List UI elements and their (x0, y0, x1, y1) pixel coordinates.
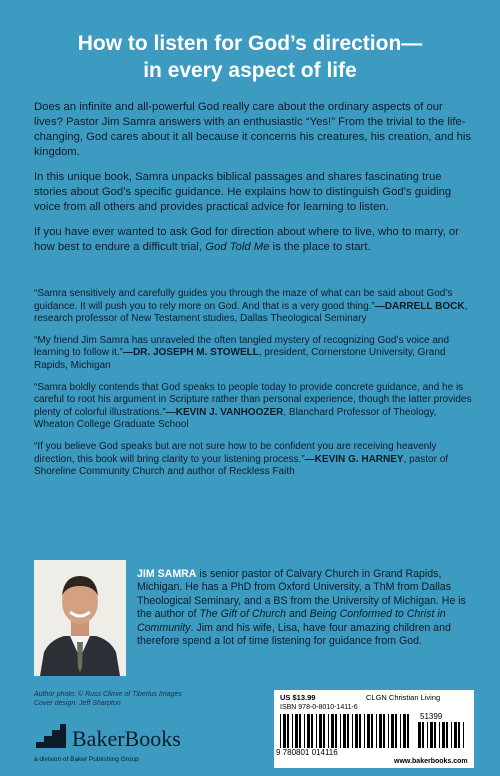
design-credit: Cover design: Jeff Sharpton (34, 700, 121, 707)
endorsement (34, 382, 472, 432)
headline (0, 30, 500, 84)
ean-digits: 9 780801 014116 (276, 748, 338, 757)
price-code: 51399 (420, 712, 443, 721)
barcode-bar (427, 722, 428, 748)
endorser-title: , research professor of New Testament studies, Dallas Theological Seminary (34, 300, 468, 325)
barcode-bar (403, 714, 406, 748)
barcode-bar (407, 714, 409, 748)
bakerbooks-stairs-icon (34, 718, 68, 750)
endorsement (34, 335, 472, 373)
barcode-bar (383, 714, 385, 748)
barcode-bar (395, 714, 397, 748)
barcode-bar (340, 714, 341, 748)
endorsement-quote: “Samra boldly contends that God speaks to people today to provide concrete guidance, and he is careful to root his argument in Scripture rather than personal experience, though the latter provides plenty of colorful illustrations.” (34, 381, 472, 418)
price: US $13.99 (280, 693, 316, 702)
barcode-bar (287, 714, 289, 748)
endorsement-quote: “Samra sensitively and carefully guides you through the maze of what can be said about God’s guidance. It will push you to rely more on God. And that is a very good thing.” (34, 288, 453, 312)
barcode-bar (422, 722, 424, 748)
barcode-panel (274, 690, 474, 768)
price-barcode-icon (418, 722, 466, 748)
ean-barcode-icon (280, 714, 410, 748)
endorsement-quote: “My friend Jim Samra has unraveled the often tangled mystery of recognizing God’s voice and learning to follow it.” (34, 334, 450, 359)
endorsements (34, 288, 472, 488)
description-text: is the place to start. (269, 241, 371, 253)
barcode-bar (328, 714, 329, 748)
endorser-name: —DR. JOSEPH M. STOWELL (122, 347, 259, 359)
barcode-bar (364, 714, 365, 748)
endorser-name: —KEVIN J. VANHOOZER (165, 406, 284, 418)
description-paragraph-2: In this unique book, Samra unpacks biblical passages and shares fascinating true stories about God’s specific guidance. He explains how to distinguish God’s guiding voice from all others and provides practical advice for learning to listen. (34, 171, 452, 213)
barcode-bar (311, 714, 313, 748)
headline-line-1: How to listen for God’s direction— (77, 32, 423, 55)
barcode-bar (454, 722, 457, 748)
barcode-bar (388, 714, 389, 748)
description-text: If you have ever wanted to ask God for direction about where to live, who to marry, or how best to endure a difficult trial, (34, 226, 459, 253)
barcode-bar (323, 714, 325, 748)
barcode-bar (280, 714, 281, 748)
barcode-bar (400, 714, 401, 748)
barcode-bar (463, 722, 464, 748)
barcode-bar (451, 722, 452, 748)
category: CLGN Christian Living (366, 693, 441, 702)
barcode-bar (376, 714, 377, 748)
barcode-bar (283, 714, 286, 748)
endorser-name: —DARRELL BOCK (374, 300, 465, 312)
barcode-bar (439, 722, 440, 748)
headline-line-2: in every aspect of life (143, 59, 357, 82)
description-paragraph-3 (34, 225, 474, 255)
book-title-reference: God Told Me (205, 241, 270, 253)
barcode-bar (304, 714, 305, 748)
barcode-bar (359, 714, 361, 748)
bio-text: is senior pastor of Calvary Church in Grand Rapids, Michigan. He has a PhD from Oxford University, a ThM from Dallas Theological Seminary, and a BS from the University of Michigan. He is the author of (137, 568, 466, 621)
barcode-bar (434, 722, 436, 748)
barcode-bar (379, 714, 382, 748)
publisher-division: a division of Baker Publishing Group (34, 756, 139, 763)
endorsement (34, 441, 472, 479)
barcode-bar (418, 722, 421, 748)
endorser-name: —KEVIN G. HARNEY (304, 453, 404, 465)
barcode-bar (316, 714, 317, 748)
barcode-bar (347, 714, 349, 748)
barcode-bar (307, 714, 310, 748)
barcode-bar (331, 714, 334, 748)
description (34, 100, 474, 265)
barcode-bar (446, 722, 448, 748)
endorser-title: , pastor of Shoreline Community Church and author of Reckless Faith (34, 453, 449, 478)
credits (34, 690, 244, 708)
endorser-title: , president, Cornerstone University, Grand Rapids, Michigan (34, 347, 446, 371)
barcode-bar (367, 714, 370, 748)
barcode-bar (292, 714, 293, 748)
barcode-bar (343, 714, 346, 748)
barcode-bar (458, 722, 460, 748)
publisher-name: BakerBooks (72, 726, 181, 751)
author-portrait-icon (34, 560, 126, 676)
photo-credit: Author photo: © Russ Climie of Tiberius Images (34, 691, 182, 698)
barcode-bar (355, 714, 358, 748)
barcode-bar (371, 714, 373, 748)
endorser-title: , Blanchard Professor of Theology, Wheaton College Graduate School (34, 406, 437, 431)
barcode-bar (430, 722, 433, 748)
barcode-bar (442, 722, 445, 748)
endorsement (34, 288, 472, 326)
bio-text: and (286, 608, 310, 621)
barcode-bar (352, 714, 353, 748)
publisher-url: www.bakerbooks.com (394, 758, 468, 765)
bio-text: . Jim and his wife, Lisa, have four amazing children and therefore spend a lot of time listening for guidance from God. (137, 621, 451, 648)
barcode-bar (391, 714, 394, 748)
barcode-bar (319, 714, 322, 748)
barcode-bar (295, 714, 298, 748)
publisher-logo (34, 718, 214, 768)
endorsement-quote: “If you believe God speaks but are not sure how to be confident you are receiving heavenly direction, this book will bring clarity to your listening process.” (34, 440, 437, 465)
author-name: JIM SAMRA (137, 568, 197, 580)
author-photo (34, 560, 126, 676)
description-paragraph-1: Does an infinite and all-powerful God really care about the ordinary aspects of our lives? Pastor Jim Samra answers with an enthusiastic “Yes!” From the trivial to the life-changing, God cares about it all because it concerns his creatures, his creation, and his kingdom. (34, 101, 472, 158)
isbn: ISBN 978-0-8010-1411-6 (280, 704, 358, 711)
author-bio (137, 568, 482, 648)
barcode-bar (299, 714, 301, 748)
book-title-reference: The Gift of Church (199, 608, 286, 621)
barcode-bar (335, 714, 337, 748)
book-title-reference: Being Conformed to Christ in Community (137, 608, 446, 634)
